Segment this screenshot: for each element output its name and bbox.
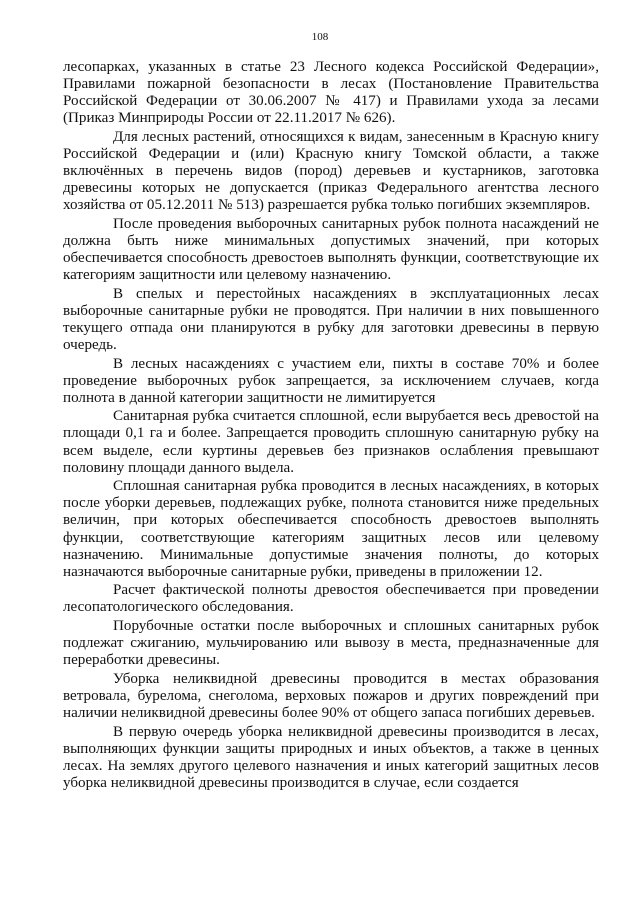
paragraph-3: После проведения выборочных санитарных рубок полнота насаждений не должна быть ниже минимальных допустимых значений, при которых обеспечивается способность древостоев выполнять функции, соответствующие их категориям защитности или целевому назначению. [63,215,599,284]
paragraph-7: Сплошная санитарная рубка проводится в лесных насаждениях, в которых после уборки деревьев, подлежащих рубке, полнота становится ниже предельных величин, при которых обеспечивается способность древостоев выполнять функции, соответствующие категориям защитных лесов или целевому назначению. Минимальные допустимые значения полноты, до которых назначаются выборочные санитарные рубки, приведены в приложении 12. [63,478,599,580]
paragraph-5: В лесных насаждениях с участием ели, пихты в составе 70% и более проведение выборочных рубок запрещается, за исключением случаев, когда полнота в данной категории защитности не лимитируется [63,355,599,406]
paragraph-9: Порубочные остатки после выборочных и сплошных санитарных рубок подлежат сжиганию, мульчированию или вывозу в места, предназначенные для переработки древесины. [63,618,599,669]
paragraph-2: Для лесных растений, относящихся к видам, занесенным в Красную книгу Российской Федерации и (или) Красную книгу Томской области, а также включённых в перечень видов (пород) деревьев и кустарников, заготовка древесины которых не допускается (приказ Федерального агентства лесного хозяйства от 05.12.2011 № 513) разрешается рубка только погибших экземпляров. [63,128,599,214]
paragraph-6: Санитарная рубка считается сплошной, если вырубается весь древостой на площади 0,1 га и более. Запрещается проводить сплошную санитарную рубку на всем выделе, если куртины деревьев без признаков ослабления превышают половину площади данного выдела. [63,408,599,476]
document-body [63,59,599,792]
paragraph-1: лесопарках, указанных в статье 23 Лесного кодекса Российской Федерации», Правилами пожарной безопасности в лесах (Постановление Правительства Российской Федерации от 30.06.2007 № 417) и Правилами ухода за лесами (Приказ Минприроды России от 22.11.2017 № 626). [63,59,599,127]
paragraph-10: Уборка неликвидной древесины проводится в местах образования ветровала, бурелома, снеголома, верховых пожаров и других повреждений при наличии неликвидной древесины более 90% от общего запаса погибших деревьев. [63,670,599,721]
page-number: 108 [311,31,329,43]
paragraph-11: В первую очередь уборка неликвидной древесины производится в лесах, выполняющих функции защиты природных и иных объектов, а также в ценных лесах. На землях другого целевого назначения и иных категорий защитных лесов уборка неликвидной древесины производится в случае, если создается [63,723,599,791]
paragraph-8: Расчет фактической полноты древостоя обеспечивается при проведении лесопатологического обследования. [63,582,599,616]
paragraph-4: В спелых и перестойных насаждениях в эксплуатационных лесах выборочные санитарные рубки не проводятся. При наличии в них повышенного текущего отпада они планируются в рубку для заготовки древесины в первую очередь. [63,285,599,353]
